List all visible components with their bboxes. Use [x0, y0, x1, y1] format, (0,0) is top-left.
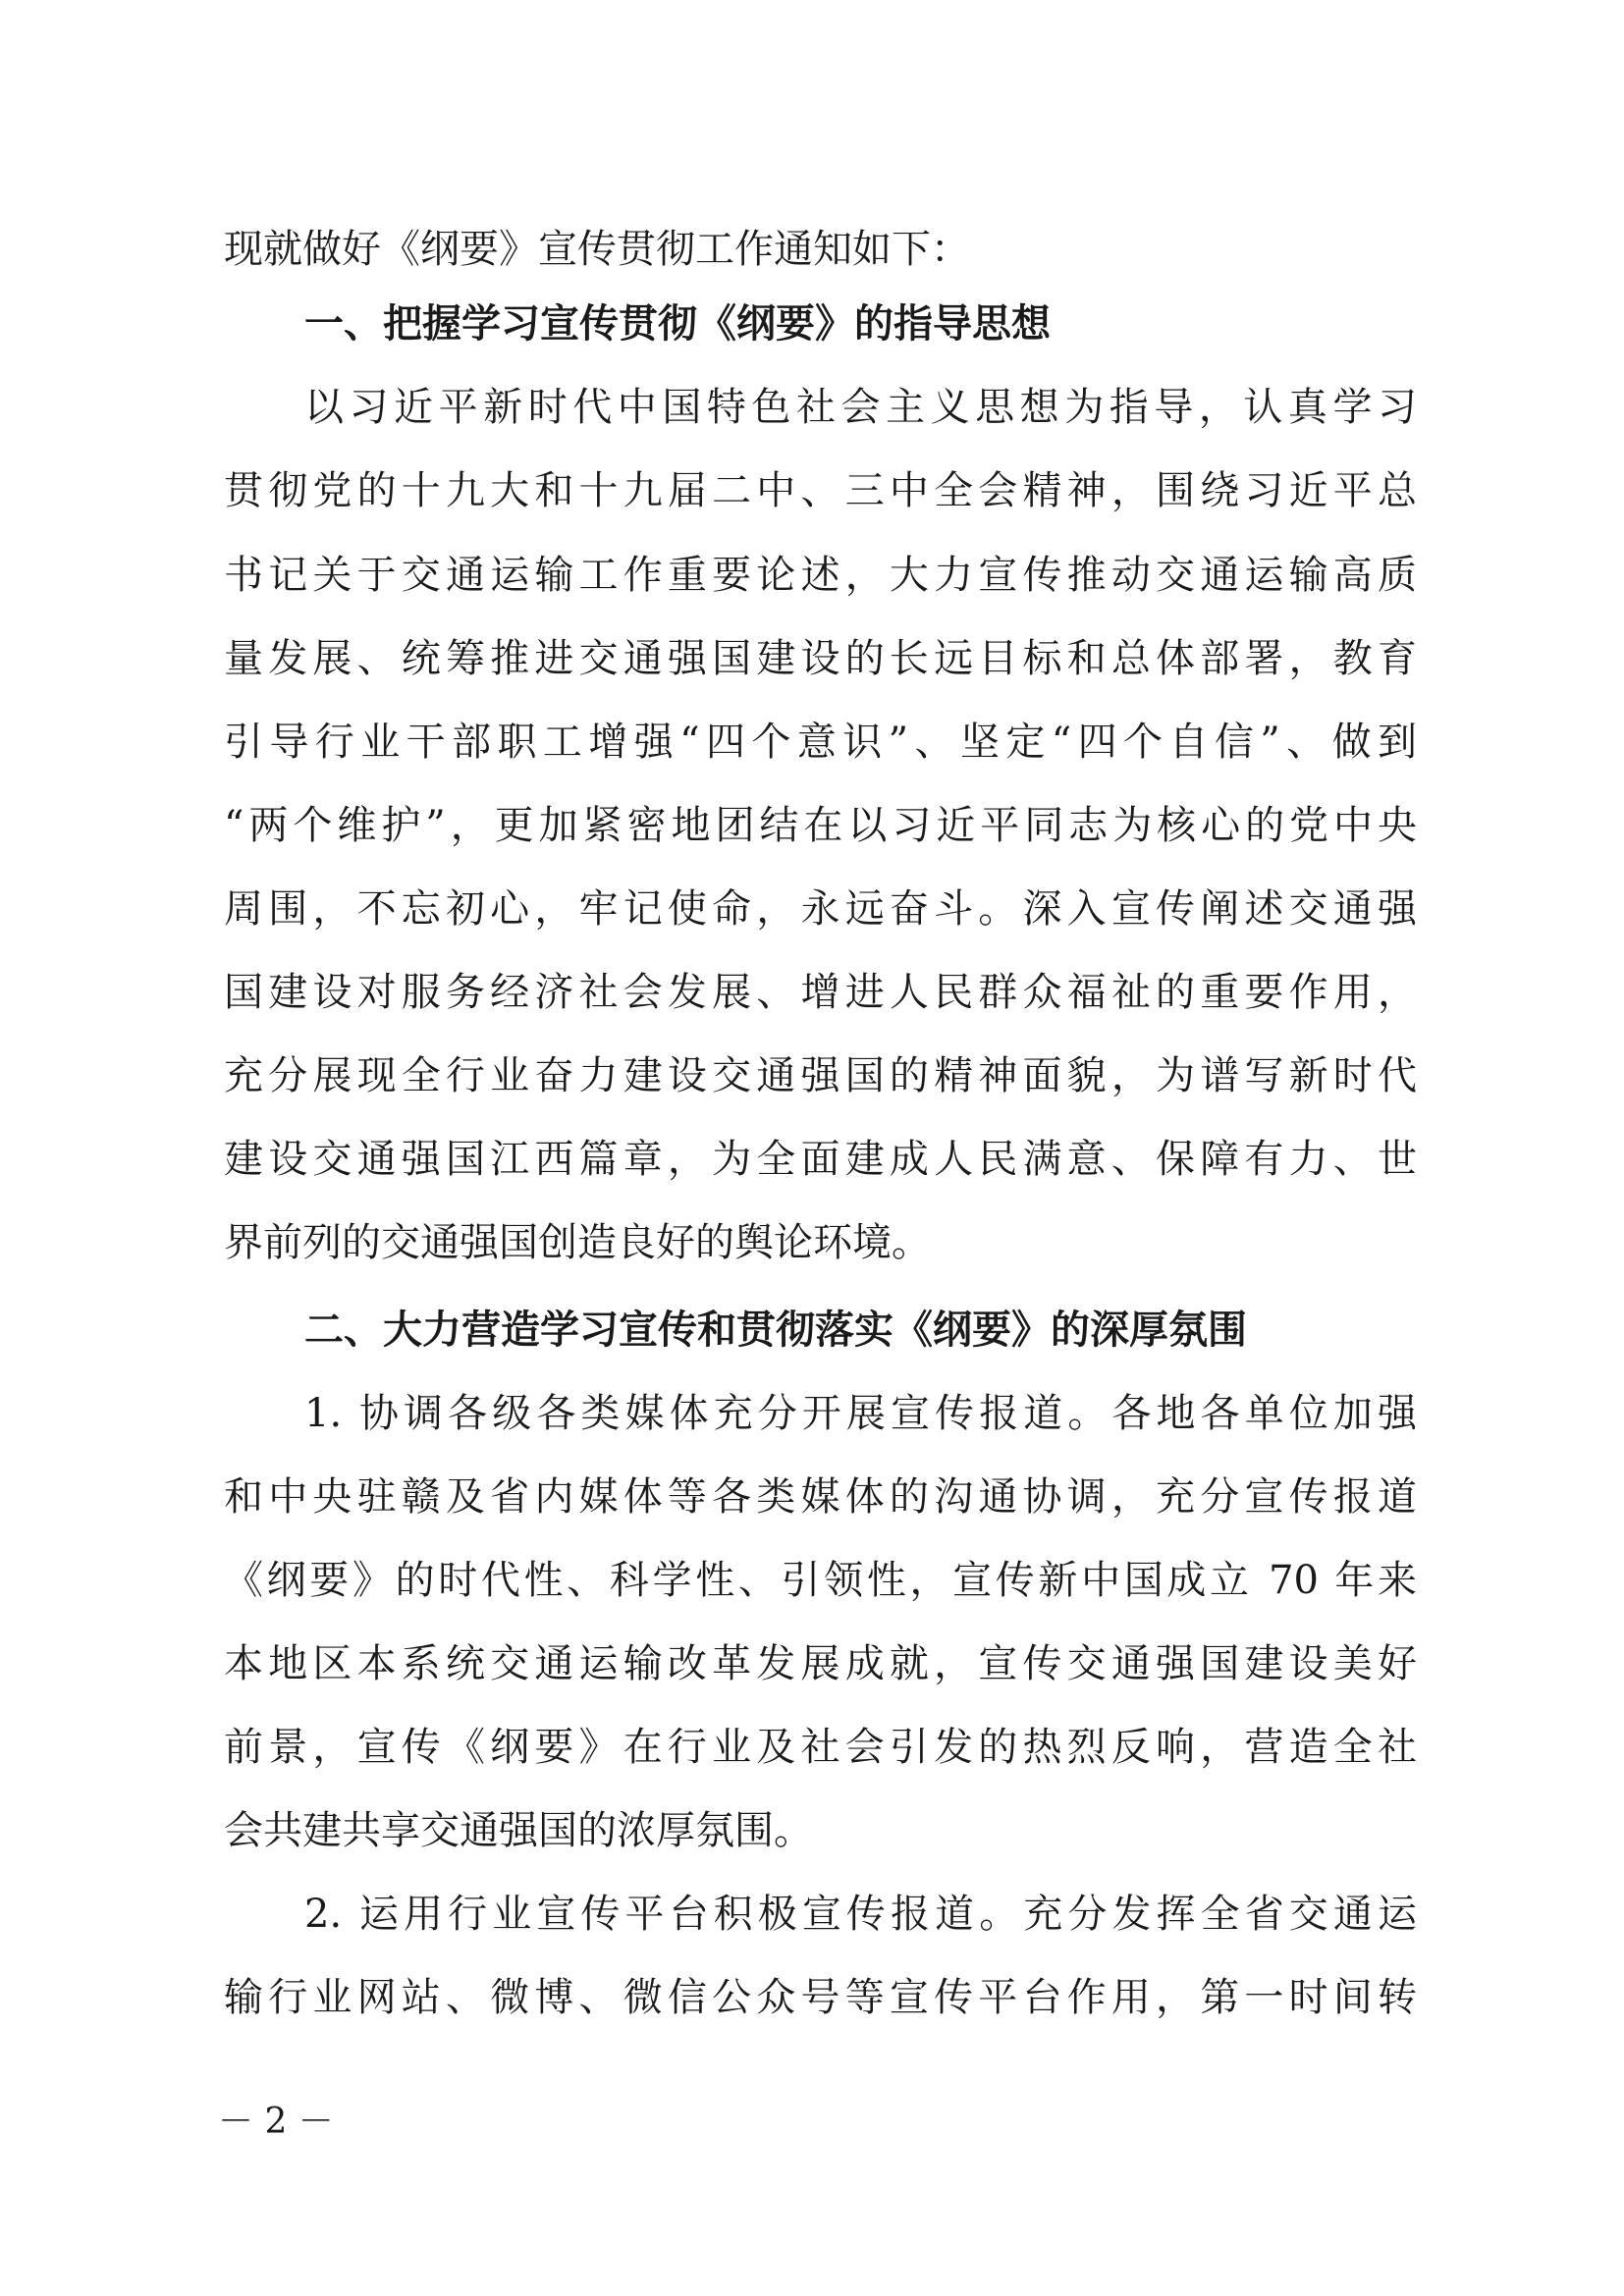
paragraph-line: 充分展现全行业奋力建设交通强国的精神面貌，为谱写新时代	[224, 1053, 1417, 1098]
paragraph-line: “两个维护”，更加紧密地团结在以习近平同志为核心的党中央	[224, 803, 1417, 848]
paragraph-line: 国建设对服务经济社会发展、增进人民群众福祉的重要作用，	[224, 970, 1417, 1015]
page-number: － 2 －	[218, 2102, 334, 2142]
paragraph-line: 书记关于交通运输工作重要论述，大力宣传推动交通运输高质	[224, 553, 1417, 598]
paragraph-line: 和中央驻赣及省内媒体等各类媒体的沟通协调，充分宣传报道	[224, 1474, 1417, 1520]
paragraph-line: 界前列的交通强国创造良好的舆论环境。	[224, 1220, 931, 1265]
paragraph-line: 前景，宣传《纲要》在行业及社会引发的热烈反响，营造全社	[224, 1725, 1417, 1770]
paragraph-line: 会共建共享交通强国的浓厚氛围。	[224, 1808, 813, 1853]
paragraph-line: 《纲要》的时代性、科学性、引领性，宣传新中国成立 70 年来	[224, 1558, 1417, 1603]
paragraph-line: 2. 运用行业宣传平台积极宣传报道。充分发挥全省交通运	[304, 1892, 1417, 1937]
paragraph-line: 输行业网站、微博、微信公众号等宣传平台作用，第一时间转	[224, 1975, 1417, 2020]
paragraph-intro-line: 现就做好《纲要》宣传贯彻工作通知如下：	[224, 227, 970, 272]
paragraph-line: 建设交通强国江西篇章，为全面建成人民满意、保障有力、世	[224, 1137, 1417, 1182]
paragraph-line: 本地区本系统交通运输改革发展成就，宣传交通强国建设美好	[224, 1641, 1417, 1686]
paragraph-line: 贯彻党的十九大和十九届二中、三中全会精神，围绕习近平总	[224, 468, 1417, 513]
section-heading-2: 二、大力营造学习宣传和贯彻落实《纲要》的深厚氛围	[304, 1307, 1247, 1353]
paragraph-line: 以习近平新时代中国特色社会主义思想为指导，认真学习	[304, 385, 1417, 430]
paragraph-line: 引导行业干部职工增强“四个意识”、坚定“四个自信”、做到	[224, 720, 1417, 765]
paragraph-line: 1. 协调各级各类媒体充分开展宣传报道。各地各单位加强	[304, 1391, 1417, 1436]
section-heading-1: 一、把握学习宣传贯彻《纲要》的指导思想	[304, 300, 1051, 347]
paragraph-line: 量发展、统筹推进交通强国建设的长远目标和总体部署，教育	[224, 636, 1417, 681]
paragraph-line: 周围，不忘初心，牢记使命，永远奋斗。深入宣传阐述交通强	[224, 886, 1417, 932]
